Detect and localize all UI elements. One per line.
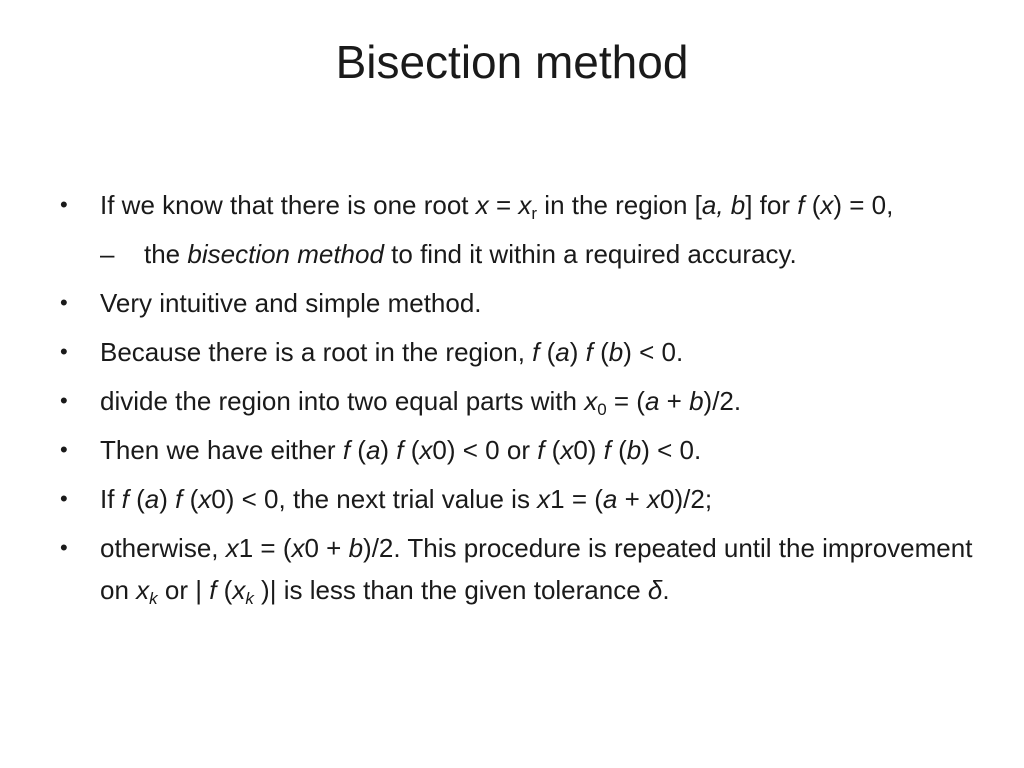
text-segment: )	[380, 435, 397, 465]
text-segment: x	[820, 190, 834, 220]
text-segment: f	[121, 484, 129, 514]
bullet-marker: •	[60, 339, 68, 364]
text-segment: .	[662, 575, 670, 605]
bullet-text	[144, 239, 797, 269]
text-segment: a	[602, 484, 618, 514]
text-segment: 1 = (	[550, 484, 603, 514]
text-segment: (	[539, 337, 556, 367]
text-segment: If we know that there is one root	[100, 190, 476, 220]
text-segment: If	[100, 484, 122, 514]
text-segment: 0	[597, 400, 607, 419]
text-segment: k	[149, 589, 158, 608]
text-segment: f	[797, 190, 805, 220]
text-segment: f	[585, 337, 593, 367]
text-segment: x	[232, 575, 246, 605]
text-segment: to find it within a required accuracy.	[383, 239, 797, 269]
text-segment: δ	[647, 575, 663, 605]
text-segment: x	[419, 435, 433, 465]
text-segment: otherwise,	[100, 533, 226, 563]
text-segment: x	[198, 484, 212, 514]
text-segment: (	[128, 484, 145, 514]
text-segment: (	[544, 435, 561, 465]
text-segment: (	[182, 484, 199, 514]
text-segment: ) < 0.	[641, 435, 702, 465]
text-segment: f	[603, 435, 611, 465]
text-segment: x	[560, 435, 574, 465]
text-segment: (	[216, 575, 233, 605]
text-segment: (	[592, 337, 609, 367]
text-segment: Very intuitive and simple method.	[100, 288, 482, 318]
text-segment: )	[159, 484, 176, 514]
text-segment: b	[608, 337, 624, 367]
bullet-marker: •	[60, 290, 68, 315]
bullet-marker: •	[60, 437, 68, 462]
text-segment: +	[659, 386, 690, 416]
bullet-text	[100, 288, 482, 318]
text-segment: f	[342, 435, 351, 465]
bullet-text	[100, 337, 683, 367]
text-segment: a, b	[701, 190, 746, 220]
bullet-marker: •	[60, 388, 68, 413]
text-segment: 0)/2;	[660, 484, 713, 514]
text-segment: in the region [	[537, 190, 702, 220]
text-segment: a	[144, 484, 160, 514]
text-segment: =	[488, 190, 519, 220]
text-segment: )	[569, 337, 586, 367]
bullet-item	[58, 184, 978, 226]
text-segment: ) = 0,	[833, 190, 894, 220]
text-segment: +	[617, 484, 648, 514]
text-segment: x	[518, 190, 532, 220]
text-segment: b	[689, 386, 704, 416]
text-segment: k	[245, 589, 254, 608]
text-segment: b	[626, 435, 642, 465]
text-segment: Then we have either	[100, 435, 343, 465]
text-segment: bisection method	[187, 239, 384, 269]
text-segment: divide the region into two equal parts with	[100, 386, 585, 416]
text-segment: a	[365, 435, 381, 465]
text-segment: )/2. This procedure is repeated until the improvement on	[100, 533, 973, 605]
text-segment: x	[291, 533, 305, 563]
bullet-marker: •	[60, 192, 68, 217]
bullet-list	[58, 184, 978, 618]
dash-marker: –	[100, 239, 115, 269]
bullet-text	[100, 533, 973, 608]
bullet-item	[58, 429, 978, 471]
text-segment: f	[209, 575, 217, 605]
bullet-text	[100, 190, 894, 223]
text-segment: x	[584, 386, 598, 416]
text-segment: 0 +	[304, 533, 349, 563]
slide-title: Bisection method	[335, 36, 689, 88]
bullet-text	[100, 435, 701, 465]
bullet-marker: •	[60, 486, 68, 511]
text-segment: x	[537, 484, 551, 514]
text-segment: b	[348, 533, 364, 563]
bullet-item	[58, 380, 978, 422]
text-segment: f	[396, 435, 404, 465]
text-segment: x	[225, 533, 239, 563]
text-segment: x	[475, 190, 489, 220]
text-segment: (	[403, 435, 420, 465]
text-segment: )| is less than the given tolerance	[253, 575, 648, 605]
text-segment: (	[610, 435, 627, 465]
text-segment: f	[532, 337, 540, 367]
text-segment: ) < 0.	[623, 337, 684, 367]
text-segment: x	[647, 484, 661, 514]
bullet-item	[58, 527, 978, 611]
text-segment: or |	[157, 575, 210, 605]
text-segment: f	[175, 484, 183, 514]
bullet-text	[100, 484, 712, 514]
text-segment: (	[350, 435, 366, 465]
bullet-marker: •	[60, 535, 68, 560]
text-segment: a	[555, 337, 570, 367]
bullet-item	[58, 478, 978, 520]
sub-bullet-item	[58, 233, 978, 275]
text-segment: 0)	[573, 435, 604, 465]
text-segment: ] for	[745, 190, 798, 220]
text-segment: r	[531, 204, 538, 223]
text-segment: f	[537, 435, 545, 465]
text-segment: the	[144, 239, 188, 269]
text-segment: Because there is a root in the region,	[100, 337, 533, 367]
text-segment: a	[644, 386, 660, 416]
text-segment: x	[136, 575, 150, 605]
bullet-item	[58, 331, 978, 373]
text-segment: 1 = (	[238, 533, 292, 563]
text-segment: )/2.	[703, 386, 742, 416]
text-segment: 0) < 0, the next trial value is	[211, 484, 538, 514]
bullet-item	[58, 282, 978, 324]
text-segment: (	[804, 190, 821, 220]
text-segment: = (	[606, 386, 645, 416]
bullet-text	[100, 386, 742, 419]
text-segment: 0) < 0 or	[432, 435, 538, 465]
